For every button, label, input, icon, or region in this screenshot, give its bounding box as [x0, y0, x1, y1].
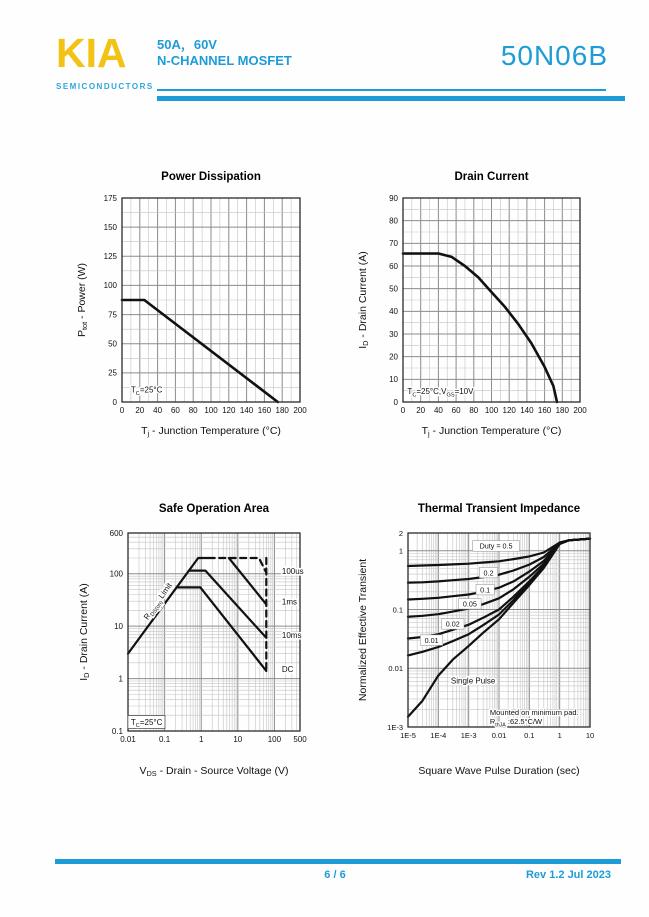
y-tick: 1: [398, 546, 403, 556]
annotation-0: $T_C=25^\circ C,V_{GS}=10V$: [407, 387, 474, 399]
curve-label-duty-0-1: 0.1: [480, 585, 491, 595]
curve-label-duty-0-02: 0.02: [445, 619, 460, 629]
x-tick: 120: [222, 406, 236, 415]
chart-title: Power Dissipation: [161, 171, 261, 183]
x-tick: 0.01: [120, 735, 136, 744]
x-tick: 160: [537, 406, 552, 415]
device-rating: 50A，60V: [157, 37, 217, 52]
x-tick: 1: [198, 735, 204, 744]
annotation-0: $T_C=25^\circ C$: [130, 718, 163, 730]
y-tick: 0.1: [111, 726, 123, 736]
safe-operation-area-chart: [55, 494, 345, 794]
thermal-transient-impedance-chart: [340, 494, 640, 794]
y-axis-label: $I_D$ - Drain Current (A): [78, 583, 92, 681]
y-tick: 100: [103, 281, 117, 291]
x-tick: 0.1: [524, 731, 535, 740]
tick-labels: [389, 194, 587, 415]
x-tick: 1E-4: [430, 731, 447, 740]
x-tick: 10: [585, 731, 595, 740]
curve-label-duty-0-05: 0.05: [462, 599, 477, 609]
curve-label-duty-0-5: Duty = 0.5: [479, 541, 513, 551]
x-tick: 0.01: [491, 731, 507, 740]
annotation-1: $R_{thJA}$ :62.5°C/W: [489, 717, 543, 729]
x-tick: 100: [204, 406, 218, 415]
x-axis-label: $T_j$ - Junction Temperature (°C): [421, 425, 562, 439]
x-tick: 200: [293, 406, 307, 415]
curve-label-single-pulse: Single Pulse: [450, 676, 496, 686]
x-tick: 0: [400, 406, 406, 415]
x-tick: 40: [153, 406, 163, 415]
x-tick: 80: [469, 406, 479, 415]
curve-label-pulse-10ms: 10ms: [281, 630, 302, 640]
x-axis-label: Square Wave Pulse Duration (sec): [418, 765, 580, 777]
x-axis-label: $V_{DS}$ - Drain - Source Voltage (V): [139, 765, 289, 779]
y-tick: 50: [108, 339, 117, 349]
x-tick: 1E-5: [400, 731, 416, 740]
revision-label: Rev 1.2 Jul 2023: [525, 869, 611, 881]
y-tick: 10: [389, 375, 398, 385]
x-tick: 140: [520, 406, 534, 415]
y-tick: 600: [109, 528, 123, 538]
page-number: 6 / 6: [324, 869, 346, 881]
curve-label-dc-limit: DC: [281, 664, 294, 674]
x-tick: 20: [135, 406, 145, 415]
power-dissipation-chart: [55, 158, 335, 450]
y-tick: 0.1: [392, 605, 403, 615]
y-tick: 75: [108, 310, 117, 320]
y-tick: 1E-3: [387, 722, 403, 732]
y-axis-label: $I_D$ - Drain Current (A): [357, 251, 371, 349]
curve-label-duty-0-2: 0.2: [483, 568, 494, 578]
x-tick: 60: [451, 406, 461, 415]
x-tick: 80: [188, 406, 198, 415]
grid: [122, 198, 300, 402]
y-tick: 0.01: [388, 664, 403, 674]
x-tick: 20: [416, 406, 426, 415]
y-tick: 20: [389, 352, 398, 362]
y-tick: 0: [112, 397, 117, 407]
curve-dc-limit: [176, 587, 266, 671]
x-tick: 160: [257, 406, 272, 415]
drain-current-chart: [340, 158, 630, 450]
device-type: N-CHANNEL MOSFET: [157, 53, 292, 68]
x-tick: 10: [233, 735, 243, 744]
y-tick: 175: [103, 193, 117, 203]
annotation-0: Mounted on minimum pad.: [489, 708, 579, 718]
y-tick: 70: [389, 239, 398, 249]
curve-label-duty-0-01: 0.01: [424, 635, 439, 645]
x-tick: 140: [239, 406, 254, 415]
curve-rds-on-limit: [128, 558, 209, 654]
part-number: 50N06B: [500, 40, 608, 71]
x-tick: 60: [170, 406, 180, 415]
x-tick: 180: [275, 406, 289, 415]
x-tick: 200: [573, 406, 587, 415]
kia-logo: KIA: [56, 30, 127, 76]
x-tick: 100: [484, 406, 499, 415]
x-tick: 0.1: [159, 735, 171, 744]
grid: [403, 198, 580, 402]
curve-label-rds-on-limit: $R_{DS(on)}$ Limit: [142, 581, 174, 622]
y-tick: 1: [118, 674, 123, 684]
x-tick: 500: [293, 735, 307, 744]
curve-pulse-10ms: [189, 571, 266, 638]
y-tick: 40: [389, 307, 398, 317]
y-tick: 10: [114, 621, 123, 631]
x-tick: 1E-3: [460, 731, 477, 740]
annotation-0: $T_C=25^\circ C$: [130, 385, 163, 397]
x-axis-label: $T_j$ - Junction Temperature (°C): [141, 425, 281, 439]
y-tick: 30: [389, 329, 398, 339]
header-rule-thick: [157, 96, 625, 101]
chart-title: Thermal Transient Impedance: [417, 503, 581, 515]
curve-label-pulse-100us: 100us: [281, 566, 304, 576]
curve-label-pulse-1ms: 1ms: [281, 597, 298, 607]
header-rule-thin: [157, 89, 606, 91]
chart-title: Drain Current: [454, 171, 529, 183]
x-tick: 1: [557, 731, 562, 740]
y-tick: 2: [398, 528, 403, 538]
curve-labels: [142, 567, 304, 674]
x-tick: 120: [502, 406, 516, 415]
y-tick: 125: [103, 252, 117, 262]
y-tick: 80: [389, 216, 398, 226]
x-tick: 0: [119, 406, 125, 415]
y-tick: 25: [108, 368, 117, 378]
x-tick: 40: [433, 406, 443, 415]
y-tick: 50: [389, 284, 398, 294]
y-tick: 150: [103, 222, 117, 232]
y-tick: 0: [393, 397, 398, 407]
grid: [128, 533, 300, 731]
y-axis-label: Normalized Effective Transient: [357, 558, 369, 702]
y-tick: 100: [109, 569, 123, 579]
x-tick: 100: [267, 735, 282, 744]
x-tick: 180: [555, 406, 569, 415]
y-tick: 90: [389, 193, 398, 203]
footer-rule: [55, 859, 621, 864]
y-axis-label: $P_{tot}$ - Power (W): [76, 262, 90, 338]
kia-logo-subtext: SEMICONDUCTORS: [56, 82, 154, 91]
y-tick: 60: [389, 261, 398, 271]
chart-title: Safe Operation Area: [158, 503, 270, 515]
